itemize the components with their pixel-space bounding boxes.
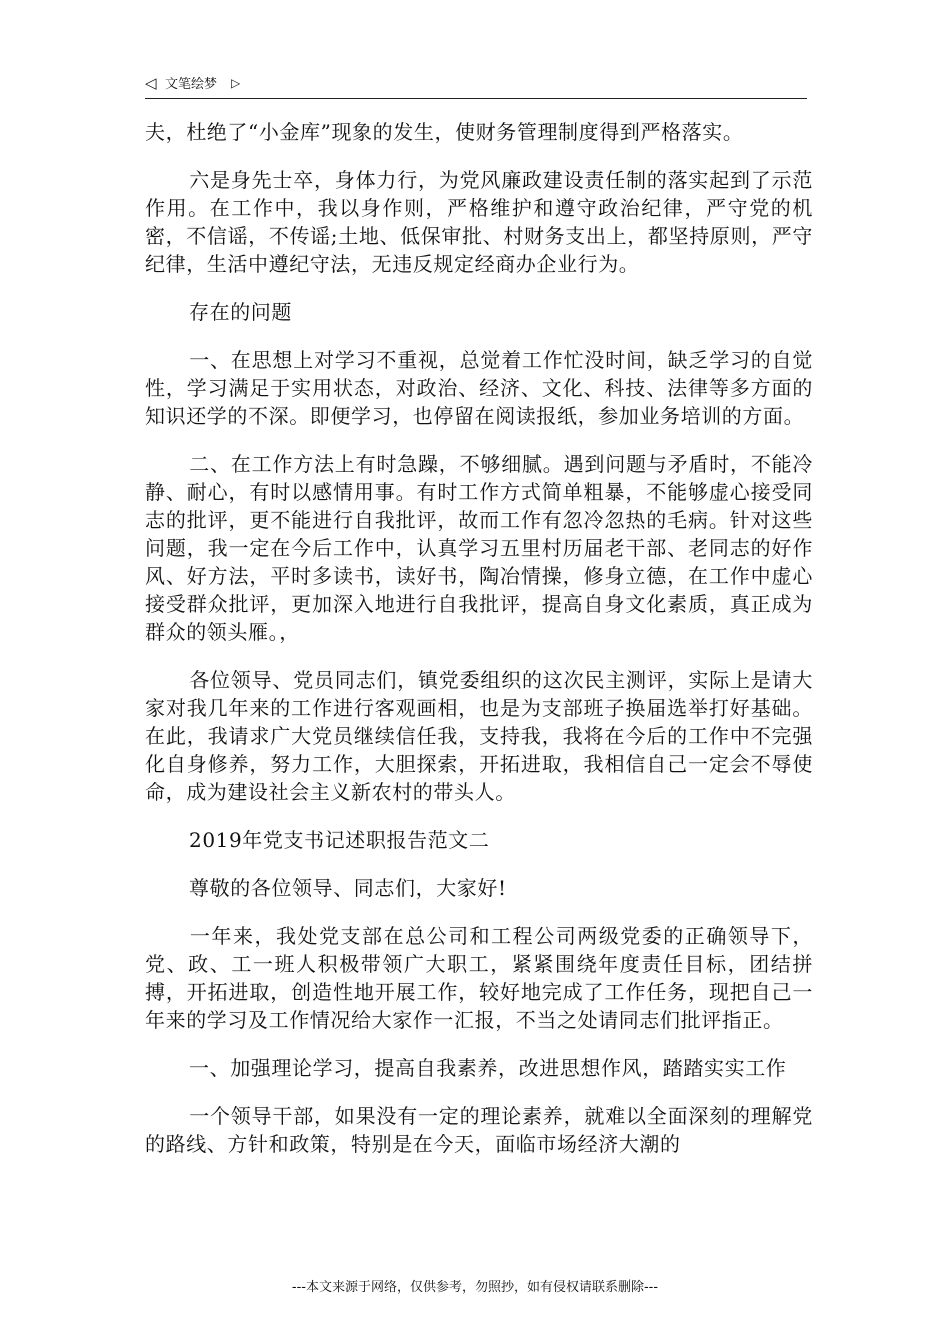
paragraph	[145, 666, 813, 806]
footer-notice: ---本文来源于网络，仅供参考，勿照抄，如有侵权请联系删除---	[291, 1280, 659, 1295]
paragraph	[145, 346, 813, 430]
document-body	[145, 118, 813, 1178]
paragraph-text: 尊敬的各位领导、同志们，大家好!	[189, 876, 507, 900]
paragraph-text: 存在的问题	[189, 300, 292, 324]
paragraph	[145, 166, 813, 278]
left-triangle-icon: ◁	[145, 74, 157, 92]
paragraph	[145, 826, 813, 854]
page-header	[145, 72, 807, 99]
paragraph-text: 二、在工作方法上有时急躁，不够细腻。遇到问题与矛盾时，不能冷静、耐心，有时以感情用事。有时工作方式简单粗暴，不能够虚心接受同志的批评，更不能进行自我批评，故而工作有忽冷忽热的毛病。针对这些问题，我一定在今后工作中，认真学习五里村历届老干部、老同志的好作风、好方法，平时多读书，读好书，陶冶情操，修身立德，在工作中虚心接受群众批评，更加深入地进行自我批评，提高自身文化素质，真正成为群众的领头雁。，	[145, 452, 813, 644]
paragraph-text: 2019年党支书记述职报告范文二	[189, 828, 490, 852]
header-brand: 文笔绘梦	[165, 77, 218, 92]
paragraph	[145, 1102, 813, 1158]
right-triangle-icon: ▷	[231, 76, 241, 90]
paragraph-text: 一、在思想上对学习不重视，总觉着工作忙没时间，缺乏学习的自觉性，学习满足于实用状态，对政治、经济、文化、科技、法律等多方面的知识还学的不深。即便学习，也停留在阅读报纸，参加业务培训的方面。	[145, 348, 813, 428]
paragraph	[145, 874, 813, 902]
paragraph	[145, 298, 813, 326]
paragraph	[145, 450, 813, 646]
paragraph-text: 一、加强理论学习，提高自我素养，改进思想作风，踏踏实实工作	[189, 1056, 787, 1080]
paragraph-text: 一年来，我处党支部在总公司和工程公司两级党委的正确领导下，党、政、工一班人积极带领广大职工，紧紧围绕年度责任目标，团结拼搏，开拓进取，创造性地开展工作，较好地完成了工作任务，现把自己一年来的学习及工作情况给大家作一汇报，不当之处请同志们批评指正。	[145, 924, 813, 1032]
paragraph	[145, 922, 813, 1034]
paragraph-text: 一个领导干部，如果没有一定的理论素养，就难以全面深刻的理解党的路线、方针和政策，特别是在今天，面临市场经济大潮的	[145, 1104, 813, 1156]
paragraph	[145, 118, 813, 146]
paragraph-text: 夫，杜绝了“小金库”现象的发生，使财务管理制度得到严格落实。	[145, 120, 744, 144]
paragraph-text: 六是身先士卒，身体力行，为党风廉政建设责任制的落实起到了示范作用。在工作中，我以身作则，严格维护和遵守政治纪律，严守党的机密，不信谣，不传谣;土地、低保审批、村财务支出上，都坚持原则，严守纪律，生活中遵纪守法，无违反规定经商办企业行为。	[145, 168, 813, 276]
paragraph	[145, 1054, 813, 1082]
paragraph-text: 各位领导、党员同志们，镇党委组织的这次民主测评，实际上是请大家对我几年来的工作进行客观画相，也是为支部班子换届选举打好基础。在此，我请求广大党员继续信任我，支持我，我将在今后的工作中不完强化自身修养，努力工作，大胆探索，开拓进取，我相信自己一定会不辱使命，成为建设社会主义新农村的带头人。	[145, 668, 813, 804]
